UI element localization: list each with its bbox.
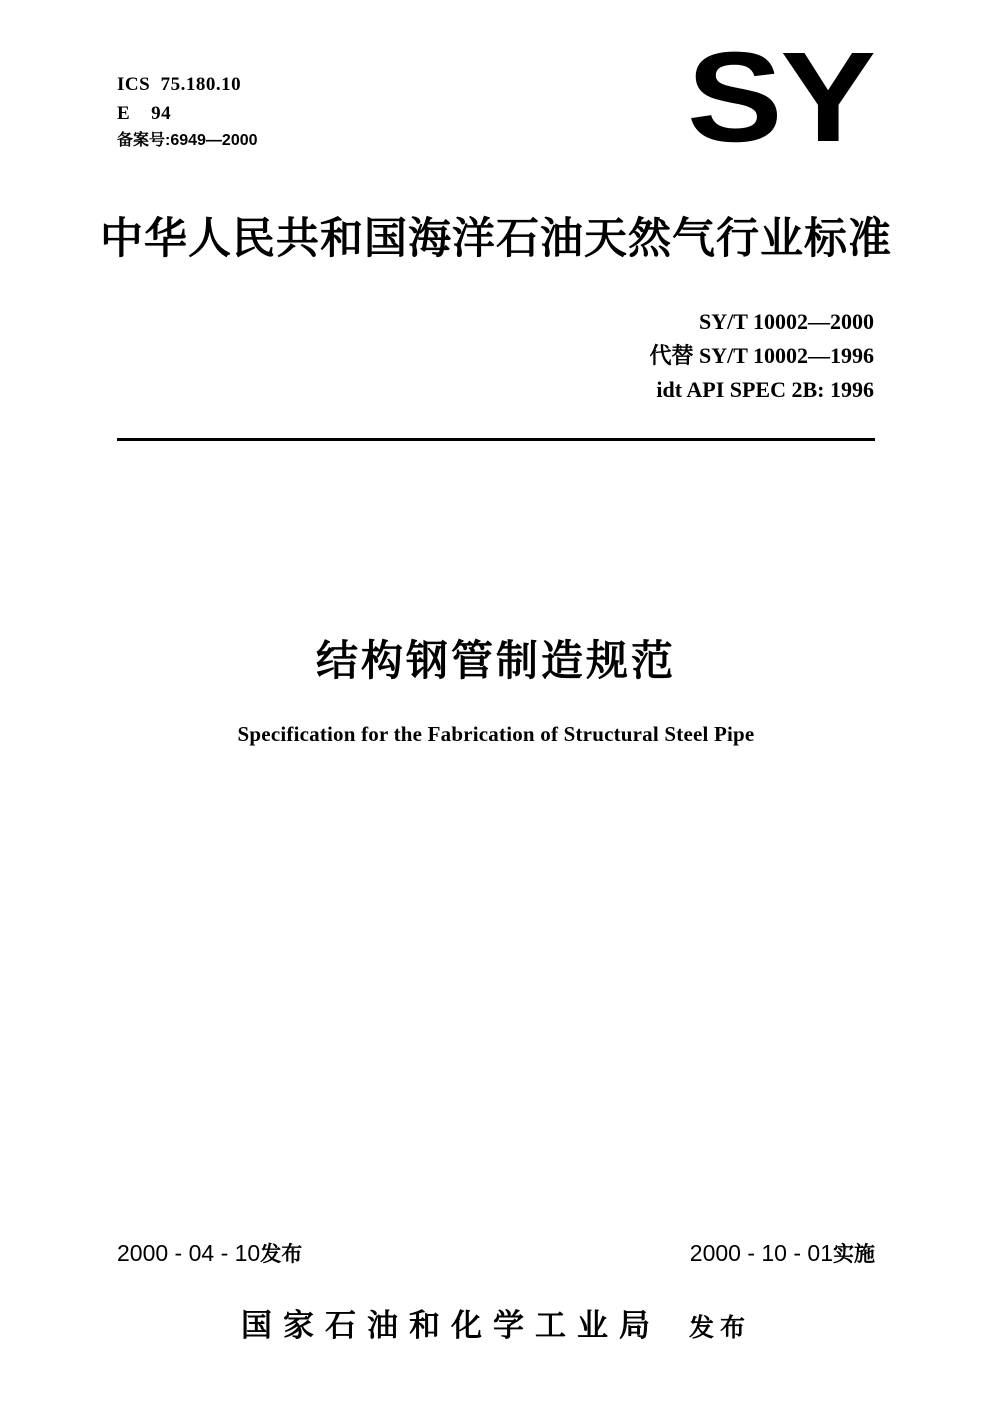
issue-date-verb: 发布 — [260, 1242, 303, 1266]
issuer-verb: 发布 — [688, 1313, 751, 1342]
ics-classification-block — [117, 70, 258, 154]
record-number: 备案号:6949—2000 — [117, 131, 258, 149]
sy-logo: SY — [687, 26, 874, 169]
header-divider — [117, 438, 875, 441]
standard-number: SY/T 10002—2000 — [698, 309, 874, 334]
issue-date: 2000 - 04 - 10 — [117, 1240, 261, 1266]
effective-date-group — [690, 1238, 875, 1268]
document-title-english: Specification for the Fabrication of Structural Steel Pipe — [237, 722, 755, 746]
effective-date-verb: 实施 — [833, 1242, 875, 1266]
cover-header — [0, 0, 992, 440]
identical-to-standard: idt API SPEC 2B: 1996 — [656, 377, 874, 403]
standard-code-block — [649, 305, 874, 407]
classification-code: E 94 — [117, 103, 172, 125]
document-title-chinese: 结构钢管制造规范 — [315, 636, 676, 685]
issue-date-group — [117, 1238, 302, 1268]
ics-number: ICS 75.180.10 — [117, 74, 242, 95]
date-row — [117, 1238, 875, 1268]
replaces-standard: 代替 SY/T 10002—1996 — [649, 343, 874, 369]
issuer-organization: 国家石油和化学工业局 — [240, 1308, 661, 1344]
effective-date: 2000 - 10 - 01 — [689, 1240, 833, 1266]
industry-standard-title: 中华人民共和国海洋石油天然气行业标准 — [100, 214, 892, 264]
issuer-line — [0, 1300, 992, 1345]
